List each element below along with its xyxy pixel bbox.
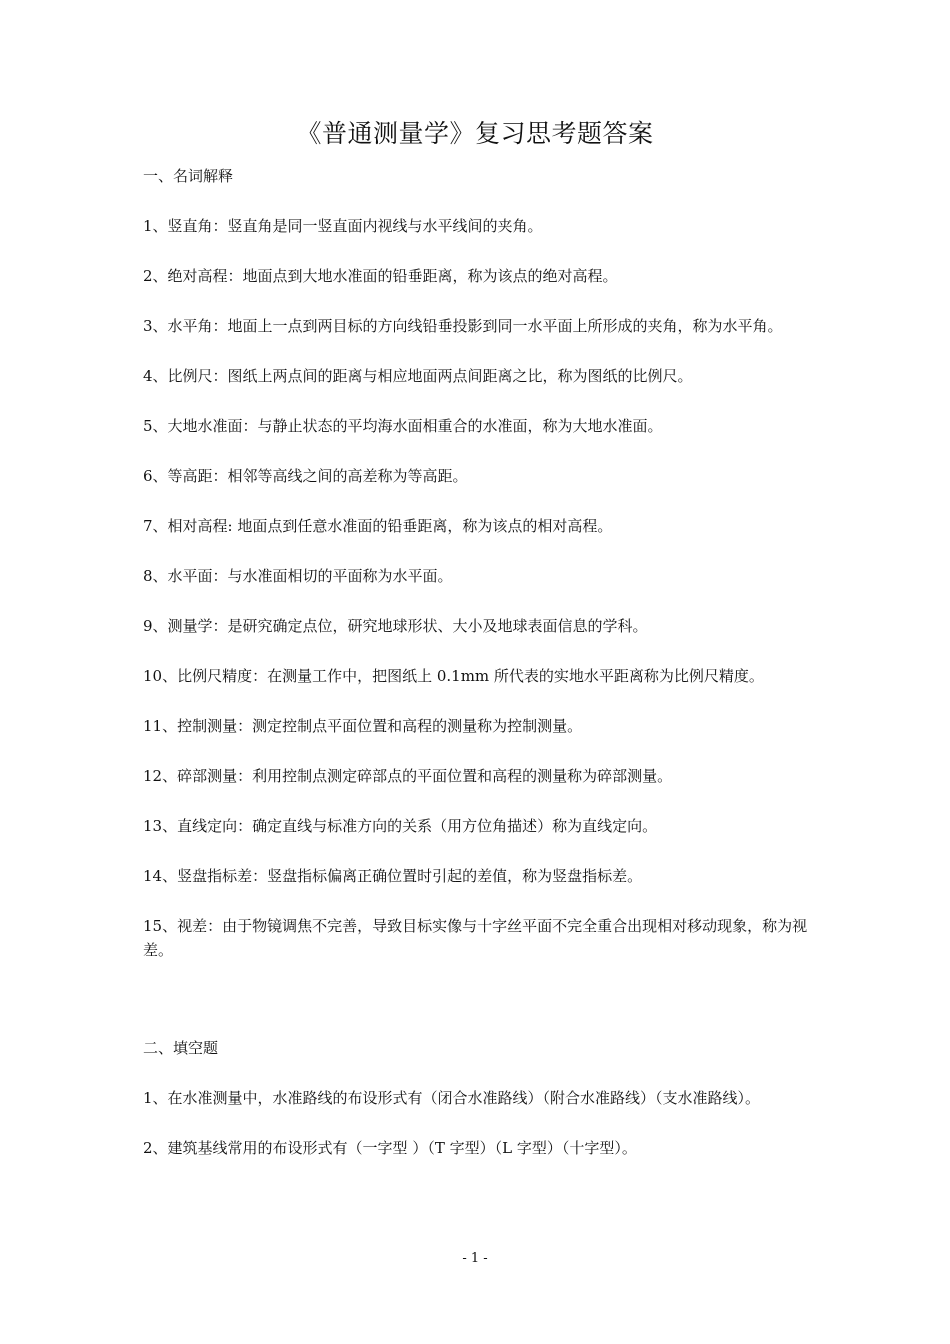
term-item: 1、竖直角：竖直角是同一竖直面内视线与水平线间的夹角。 [143,217,543,235]
term-item: 8、水平面：与水准面相切的平面称为水平面。 [143,567,453,585]
section-heading-fill-blank: 二、填空题 [143,1039,219,1057]
term-item: 13、直线定向：确定直线与标准方向的关系（用方位角描述）称为直线定向。 [143,817,658,835]
section-heading-terms: 一、名词解释 [143,167,234,185]
fill-blank-item: 2、建筑基线常用的布设形式有（一字型 ）（T 字型）（L 字型）（十字型）。 [143,1139,637,1157]
term-item: 6、等高距：相邻等高线之间的高差称为等高距。 [143,467,468,485]
term-item: 7、相对高程: 地面点到任意水准面的铅垂距离，称为该点的相对高程。 [143,517,613,535]
term-item: 3、水平角：地面上一点到两目标的方向线铅垂投影到同一水平面上所形成的夹角，称为水平角。 [143,317,783,335]
term-item: 12、碎部测量：利用控制点测定碎部点的平面位置和高程的测量称为碎部测量。 [143,767,673,785]
term-item: 9、测量学：是研究确定点位，研究地球形状、大小及地球表面信息的学科。 [143,617,648,635]
term-item: 14、竖盘指标差：竖盘指标偏离正确位置时引起的差值，称为竖盘指标差。 [143,867,643,885]
document-title: 《普通测量学》复习思考题答案 [296,119,654,148]
page-number: - 1 - [462,1251,488,1266]
term-item: 15、视差：由于物镜调焦不完善，导致目标实像与十字丝平面不完全重合出现相对移动现象，称为视差。 [143,917,808,959]
term-item: 4、比例尺：图纸上两点间的距离与相应地面两点间距离之比，称为图纸的比例尺。 [143,367,693,385]
term-item: 2、绝对高程：地面点到大地水准面的铅垂距离，称为该点的绝对高程。 [143,267,618,285]
term-item: 10、比例尺精度：在测量工作中，把图纸上 0.1mm 所代表的实地水平距离称为比例尺精度。 [143,667,764,685]
term-item: 11、控制测量：测定控制点平面位置和高程的测量称为控制测量。 [143,717,583,735]
fill-blank-item: 1、在水准测量中，水准路线的布设形式有（闭合水准路线）（附合水准路线）（支水准路线）。 [143,1089,761,1107]
term-item: 5、大地水准面：与静止状态的平均海水面相重合的水准面，称为大地水准面。 [143,417,663,435]
document-body [143,164,813,1160]
